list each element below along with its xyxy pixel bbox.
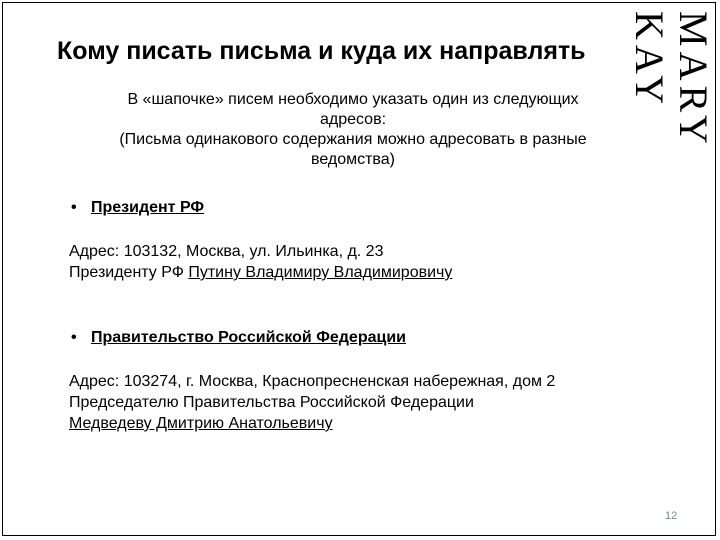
recipient-line: [69, 262, 452, 283]
bullet-icon: •: [71, 329, 77, 346]
recipient-prefix: Президенту РФ: [69, 264, 189, 281]
slide-page: [2, 2, 716, 536]
section-heading-government: [71, 329, 406, 347]
section-heading-label: Правительство Российской Федерации: [91, 329, 406, 346]
address-block-president: [69, 241, 452, 283]
intro-line: (Письма одинакового содержания можно адресовать в разные: [119, 131, 587, 148]
intro-line: В «шапочке» писем необходимо указать один из следующих: [127, 91, 579, 108]
recipient-name: Медведеву Дмитрию Анатольевичу: [69, 415, 333, 432]
intro-line: адресов:: [319, 111, 387, 128]
intro-text: [83, 90, 623, 170]
section-heading-label: Президент РФ: [91, 199, 205, 216]
bullet-icon: •: [71, 199, 77, 216]
recipient-line: Председателю Правительства Российской Федерации: [69, 394, 474, 411]
section-heading-president: [71, 199, 204, 217]
address-line: Адрес: 103274, г. Москва, Краснопресненская набережная, дом 2: [69, 373, 556, 390]
recipient-name: Путину Владимиру Владимировичу: [188, 264, 453, 281]
page-number: 12: [665, 510, 678, 522]
address-block-government: [69, 371, 555, 434]
intro-line: ведомства): [311, 151, 395, 168]
brand-logo: MARY KAY: [627, 11, 716, 148]
address-line: Адрес: 103132, Москва, ул. Ильинка, д. 23: [69, 243, 384, 260]
page-title: Кому писать письма и куда их направлять: [57, 37, 586, 65]
